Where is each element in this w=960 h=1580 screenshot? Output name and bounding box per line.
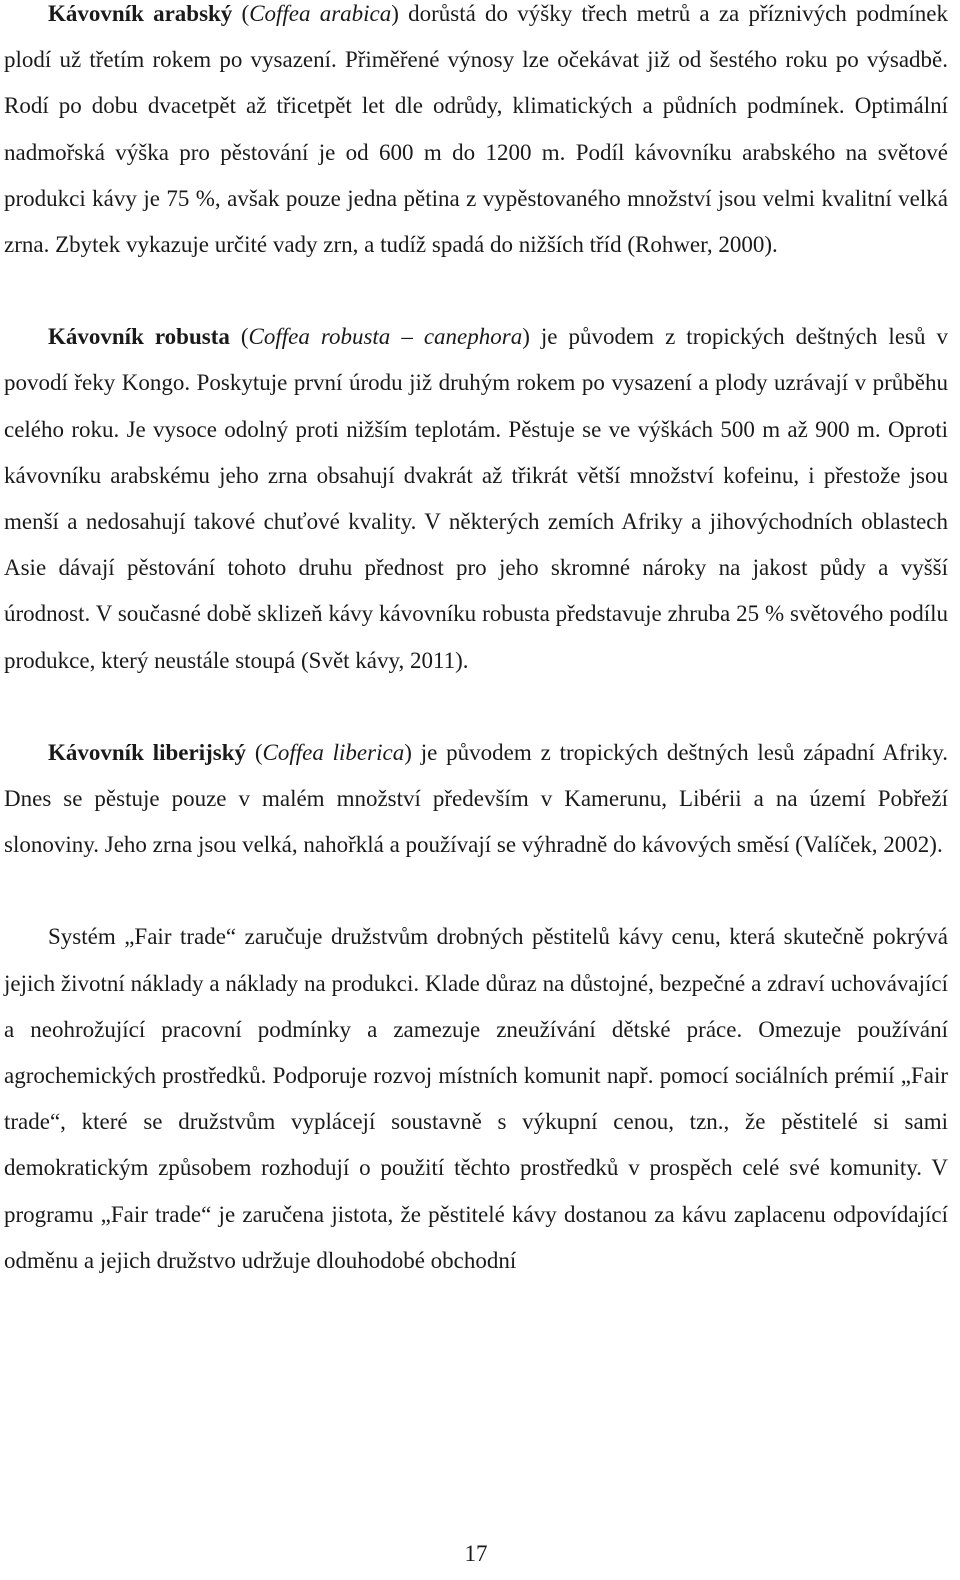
page-number: 17 (464, 1541, 488, 1566)
document-page (4, 0, 948, 1284)
latin-name-liberica: Coffea liberica (262, 739, 405, 765)
paragraph-liberica-text: ) je původem z tropických deštných lesů západní Afriky. Dnes se pěstuje pouze v malém množství především v Kamerunu, Libérii a na území Pobřeží slonoviny. Jeho zrna jsou velká, nahořklá a používají se výhradně do kávových směsí (Valíček, 2002). (4, 739, 948, 858)
paren-open: ( (232, 1, 250, 26)
paragraph-spacer (4, 868, 948, 914)
paragraph-liberica (4, 730, 948, 869)
paragraph-robusta (4, 314, 948, 684)
paragraph-fairtrade (4, 914, 948, 1284)
paragraph-arabica-text: ) dorůstá do výšky třech metrů a za příznivých podmínek plodí už třetím rokem po vysazení. Přiměřené výnosy lze očekávat již od šestého roku po výsadbě. Rodí po dobu dvacetpět až třicetpět let dle odrůdy, klimatických a půdních podmínek. Optimální nadmořská výška pro pěstování je od 600 m do 1200 m. Podíl kávovníku arabského na světové produkci kávy je 75 %, avšak pouze jedna pětina z vypěstovaného množství jsou velmi kvalitní velká zrna. Zbytek vykazuje určité vady zrn, a tudíž spadá do nižších tříd (Rohwer, 2000). (4, 1, 949, 258)
term-robusta: Kávovník robusta (48, 324, 230, 350)
latin-name-robusta: Coffea robusta – canephora (248, 324, 523, 350)
paragraph-spacer (4, 684, 948, 730)
paragraph-robusta-text: ) je původem z tropických deštných lesů v povodí řeky Kongo. Poskytuje první úrodu již druhým rokem po vysazení a plody uzrávají v průběhu celého roku. Je vysoce odolný proti nižším teplotám. Pěstuje se ve výškách 500 m až 900 m. Oproti kávovníku arabskému jeho zrna obsahují dvakrát až třikrát větší množství kofeinu, i přestože jsou menší a nedosahují takové chuťové kvality. V některých zemích Afriky a jihovýchodních oblastech Asie dávají pěstování tohoto druhu přednost pro jeho skromné nároky na jakost půdy a vyšší úrodnost. V současné době sklizeň kávy kávovníku robusta představuje zhruba 25 % světového podílu produkce, který neustále stoupá (Svět kávy, 2011). (4, 324, 948, 673)
paragraph-fairtrade-text: Systém „Fair trade“ zaručuje družstvům drobných pěstitelů kávy cenu, která skutečně pokrývá jejich životní náklady a náklady na produkci. Klade důraz na důstojné, bezpečné a zdraví uchovávající a neohrožující pracovní podmínky a zamezuje zneužívání dětské práce. Omezuje používání agrochemických prostředků. Podporuje rozvoj místních komunit např. pomocí sociálních prémií „Fair trade“, které se družstvům vyplácejí soustavně s výkupní cenou, tzn., že pěstitelé si sami demokratickým způsobem rozhodují o použití těchto prostředků v prospěch celé své komunity. V programu „Fair trade“ je zaručena jistota, že pěstitelé kávy dostanou za kávu zaplacenu odpovídající odměnu a jejich družstvo udržuje dlouhodobé obchodní (4, 924, 948, 1273)
paren-open: ( (229, 324, 249, 350)
paragraph-spacer (4, 268, 948, 314)
latin-name-arabica: Coffea arabica (249, 1, 392, 26)
paragraph-arabica (4, 0, 948, 268)
term-arabica: Kávovník arabský (48, 1, 233, 26)
paren-open: ( (245, 739, 263, 765)
term-liberica: Kávovník liberijský (48, 739, 246, 765)
